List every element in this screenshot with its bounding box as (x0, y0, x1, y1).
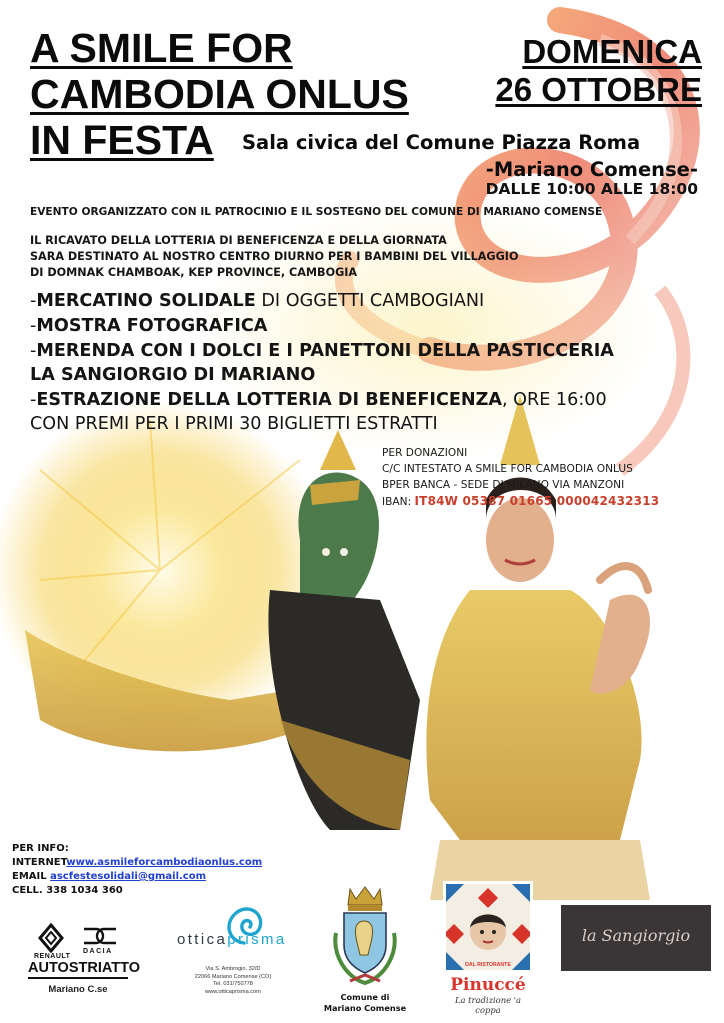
pinucce-name: Pinuccé (450, 975, 526, 995)
donation-bank: BPER BANCA - SEDE DI MILANO VIA MANZONI (382, 479, 625, 491)
activity-item: CON PREMI PER I PRIMI 30 BIGLIETTI ESTRATTI (30, 414, 438, 434)
activity-item: -MERCATINO SOLIDALE DI OGGETTI CAMBOGIANI (30, 291, 485, 311)
dacia-label: DACIA (83, 948, 113, 955)
autostriatto-city: Mariano C.se (48, 984, 108, 995)
event-day: DOMENICA (522, 33, 702, 70)
comune-label: Comune di Mariano Comense (323, 992, 407, 1013)
activity-item: -ESTRAZIONE DELLA LOTTERIA DI BENEFICENZA, ORE 16:00 (30, 390, 607, 410)
activity-item: -MOSTRA FOTOGRAFICA (30, 316, 268, 336)
ottica-prisma-address: Via S. Ambrogio, 32/D 22066 Mariano Comense (CO) Tel. 031/750778 www.otticaprisma.com (194, 966, 272, 995)
email-link[interactable]: ascfestesolidali@gmail.com (50, 871, 207, 882)
pinucce-emblem-icon (446, 884, 530, 970)
venue-city: -Mariano Comense- (485, 158, 698, 181)
patronage-note: EVENTO ORGANIZZATO CON IL PATROCINIO E IL SOSTEGNO DEL COMUNE DI MARIANO COMENSE (30, 206, 603, 218)
info-heading: PER INFO: (12, 843, 69, 854)
renault-label: RENAULT (34, 953, 71, 960)
activity-item: LA SANGIORGIO DI MARIANO (30, 365, 316, 385)
comune-crest-icon (328, 883, 402, 989)
venue-address: Sala civica del Comune Piazza Roma (242, 131, 641, 154)
donation-account: C/C INTESTATO A SMILE FOR CAMBODIA ONLUS (382, 463, 633, 475)
event-hours: DALLE 10:00 ALLE 18:00 (485, 180, 698, 198)
dacia-logo-icon (80, 927, 120, 945)
pinucce-tagline: La tradizione 'a coppa (454, 995, 522, 1015)
iban-code: IT84W 05387 01665 000042432313 (414, 494, 660, 508)
proceeds-line-1: IL RICAVATO DELLA LOTTERIA DI BENEFICENZA E DELLA GIORNATA (30, 234, 447, 247)
proceeds-line-2: SARA DESTINATO AL NOSTRO CENTRO DIURNO PER I BAMBINI DEL VILLAGGIO (30, 250, 519, 263)
info-phone: CELL. 338 1034 360 (12, 885, 123, 896)
info-website: INTERNETwww.asmileforcambodiaonlus.com (12, 857, 263, 868)
proceeds-line-3: DI DOMNAK CHAMBOAK, KEP PROVINCE, CAMBOGIA (30, 266, 358, 279)
event-title-line-1: A SMILE FOR (30, 25, 293, 71)
info-email: EMAIL ascfestesolidali@gmail.com (12, 871, 207, 882)
event-title-line-3: IN FESTA (30, 117, 214, 163)
ottica-prisma-name: otticaprisma (177, 931, 287, 948)
pinucce-top-label: DAL RISTORANTE (465, 962, 511, 968)
event-title-line-2: CAMBODIA ONLUS (30, 71, 409, 117)
renault-logo-icon (36, 923, 66, 953)
sangiorgio-label: la Sangiorgio (581, 926, 691, 945)
website-link[interactable]: www.asmileforcambodiaonlus.com (66, 857, 263, 868)
activity-item: -MERENDA CON I DOLCI E I PANETTONI DELLA PASTICCERIA (30, 341, 614, 361)
donation-iban: IBAN: IT84W 05387 01665 000042432313 (382, 494, 660, 508)
donation-heading: PER DONAZIONI (382, 447, 468, 459)
event-date: 26 OTTOBRE (495, 71, 702, 108)
autostriatto-logo: AUTOSTRIATTO (28, 960, 128, 979)
